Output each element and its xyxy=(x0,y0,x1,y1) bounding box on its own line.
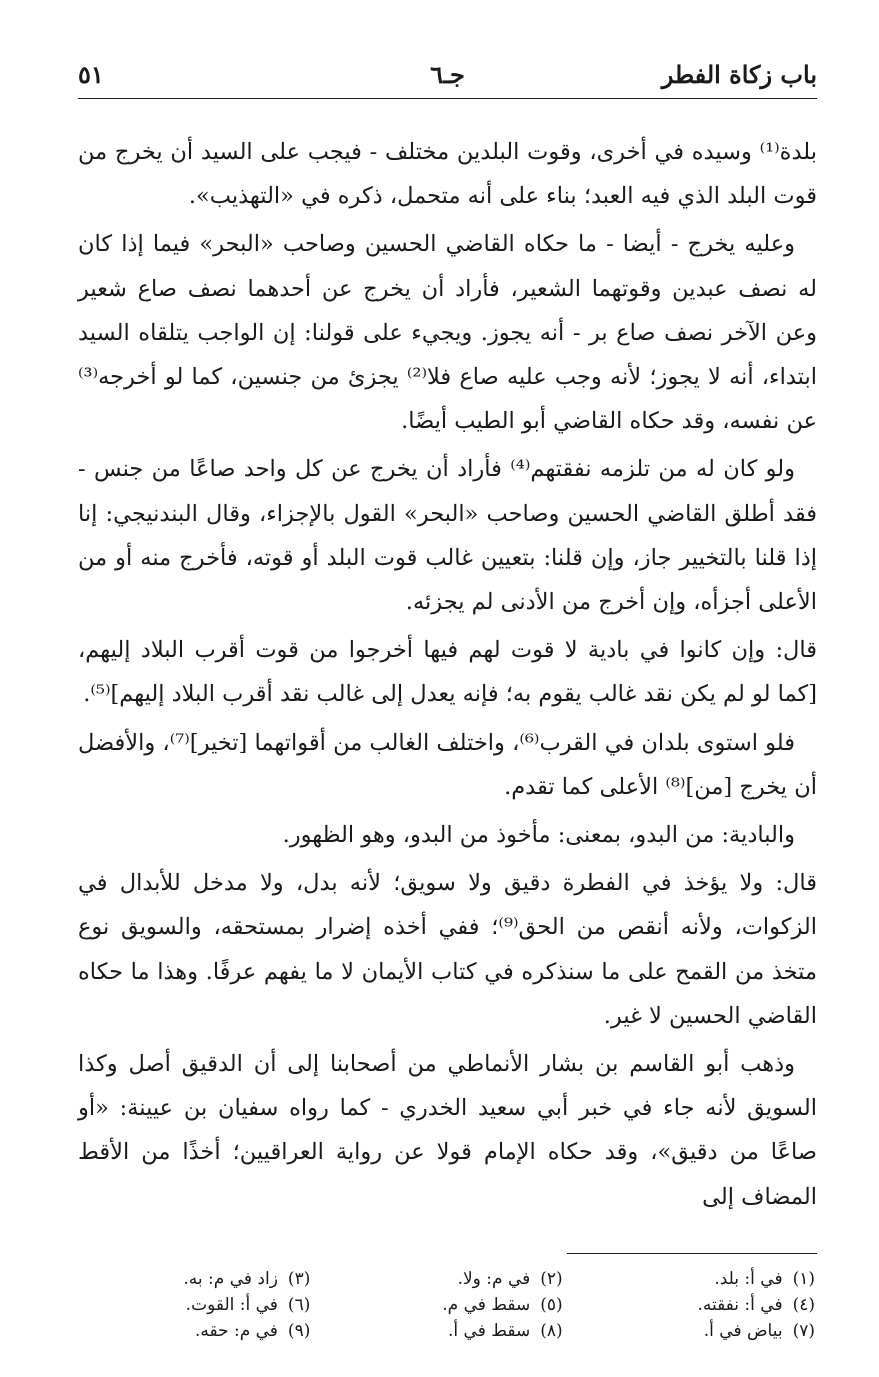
footnote xyxy=(583,1292,815,1318)
footnote-mark: (٩) xyxy=(287,1320,311,1341)
chapter-title: باب زكاة الفطر xyxy=(661,60,817,89)
footnote xyxy=(78,1266,310,1292)
footnotes xyxy=(78,1266,817,1344)
footnote-mark: (٧) xyxy=(792,1320,815,1341)
paragraph: وذهب أبو القاسم بن بشار الأنماطي من أصحابنا إلى أن الدقيق أصل وكذا السويق لأنه جاء في خبر أبي سعيد الخدري - كما رواه سفيان بن عيينة: «أو صاعًا من دقيق»، وقد حكاه الإمام قولا عن رواية العراقيين؛ أخذًا من الأقط المضاف إلى xyxy=(78,1051,817,1210)
page-number: ٥١ xyxy=(78,60,104,89)
footnote-mark: (٦) xyxy=(287,1294,311,1315)
footnote-text: في أ: القوت. xyxy=(185,1294,278,1315)
footnote-text: بياض في أ. xyxy=(703,1320,783,1341)
footnote-mark: (٣) xyxy=(287,1268,311,1289)
footnote xyxy=(78,1292,310,1318)
footnote-mark: (٥) xyxy=(540,1294,563,1315)
header-divider xyxy=(78,98,817,99)
paragraph: وعليه يخرج - أيضا - ما حكاه القاضي الحسين وصاحب «البحر» فيما إذا كان له نصف عبدين وقوتهما الشعير، فأراد أن يخرج عن أحدهما نصف صاع شعير وعن الآخر نصف صاع بر - أنه يجوز. ويجيء على قولنا: إن الواجب يتلقاه السيد ابتداء، أنه لا يجوز؛ لأنه وجب عليه صاع فلا⁽²⁾ يجزئ من جنسين، كما لو أخرجه⁽³⁾ عن نفسه، وقد حكاه القاضي أبو الطيب أيضًا. xyxy=(78,231,817,435)
footnote xyxy=(330,1292,562,1318)
paragraph: والبادية: من البدو، بمعنى: مأخوذ من البدو، وهو الظهور. xyxy=(282,822,795,849)
footnote xyxy=(78,1318,310,1344)
footnote-divider xyxy=(567,1253,817,1254)
footnote xyxy=(330,1266,562,1292)
paragraph: ولو كان له من تلزمه نفقتهم⁽⁴⁾ فأراد أن يخرج عن كل واحد صاعًا من جنس - فقد أطلق القاضي الحسين وصاحب «البحر» القول بالإجزاء، وقال البندنيجي: إنا إذا قلنا بالتخيير جاز، وإن قلنا: بتعيين غالب قوت البلد أو قوته، فأخرج منه أو من الأعلى أجزأه، وإن أخرج من الأدنى لم يجزئه. xyxy=(78,456,817,616)
footnote-text: في م: حقه. xyxy=(194,1320,278,1341)
volume-label: جـ٦ xyxy=(430,60,465,89)
footnote-text: في أ: بلد. xyxy=(714,1268,783,1289)
footnote-mark: (٨) xyxy=(540,1320,563,1341)
footnote-text: سقط في م. xyxy=(442,1294,531,1315)
paragraph: بلدة⁽¹⁾ وسيده في أخرى، وقوت البلدين مختلف - فيجب على السيد أن يخرج من قوت البلد الذي فيه العبد؛ بناء على أنه متحمل، ذكره في «التهذيب». xyxy=(78,139,817,210)
paragraph: فلو استوى بلدان في القرب⁽⁶⁾، واختلف الغالب من أقواتهما [تخير]⁽⁷⁾، والأفضل أن يخرج [من]⁽⁸⁾ الأعلى كما تقدم. xyxy=(78,729,817,800)
footnote-text: زاد في م: به. xyxy=(183,1268,278,1289)
footnote-mark: (٤) xyxy=(792,1294,815,1315)
footnote xyxy=(583,1318,815,1344)
footnote-text: في م: ولا. xyxy=(457,1268,531,1289)
footnote xyxy=(583,1266,815,1292)
paragraph: قال: ولا يؤخذ في الفطرة دقيق ولا سويق؛ لأنه بدل، ولا مدخل للأبدال في الزكوات، ولأنه أنقص من الحق⁽⁹⁾؛ ففي أخذه إضرار بمستحقه، والسويق نوع متخذ من القمح على ما سنذكره في كتاب الأيمان لا ما يفهم عرفًا. وهذا ما حكاه القاضي الحسين لا غير. xyxy=(78,870,817,1029)
footnote-text: سقط في أ. xyxy=(448,1320,531,1341)
running-header xyxy=(78,60,817,108)
paragraph: قال: وإن كانوا في بادية لا قوت لهم فيها أخرجوا من قوت أقرب البلاد إليهم، [كما لو لم يكن نقد غالب يقوم به؛ فإنه يعدل إلى غالب نقد أقرب البلاد إليهم]⁽⁵⁾. xyxy=(78,637,817,708)
footnote-mark: (١) xyxy=(792,1268,815,1289)
main-text xyxy=(78,130,817,1219)
footnote-text: في أ: نفقته. xyxy=(697,1294,783,1315)
footnote xyxy=(330,1318,562,1344)
footnote-mark: (٢) xyxy=(540,1268,563,1289)
